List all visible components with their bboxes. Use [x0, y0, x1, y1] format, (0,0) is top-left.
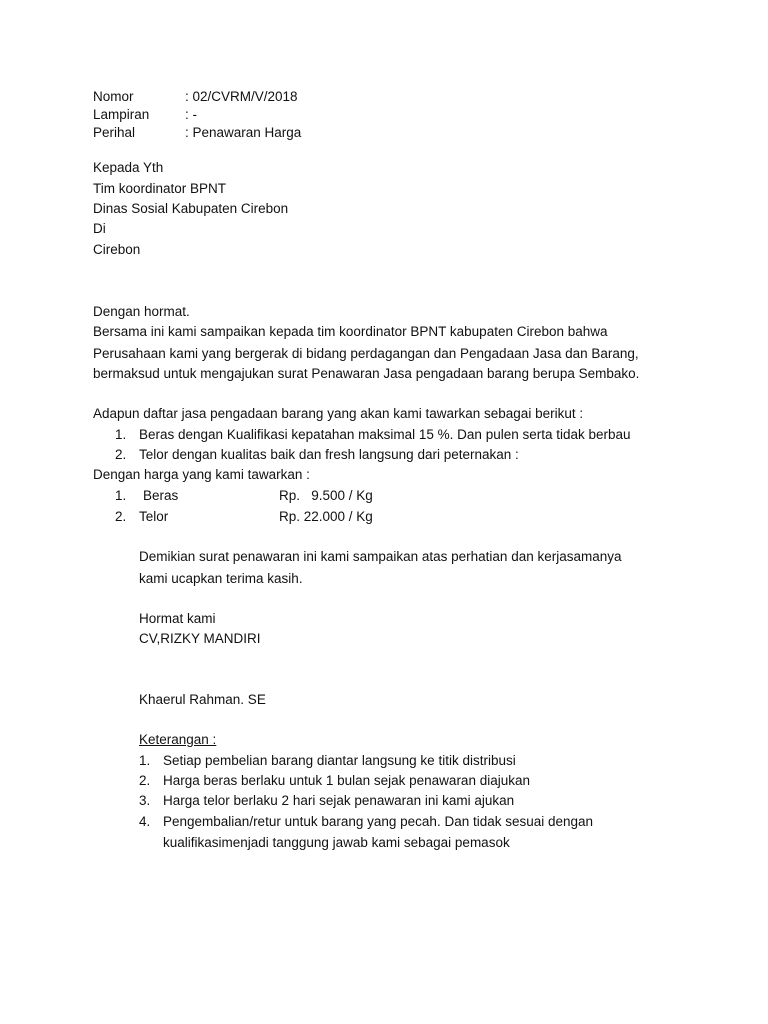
regards: Hormat kami	[139, 611, 216, 626]
recipient-line: Dinas Sosial Kabupaten Cirebon	[93, 201, 289, 216]
offer-item-number: 1.	[115, 427, 127, 442]
greeting: Dengan hormat.	[93, 304, 190, 319]
note-text: kualifikasimenjadi tanggung jawab kami sebagai pemasok	[163, 835, 510, 850]
note-number: 2.	[139, 773, 151, 788]
price-item-name: Beras	[143, 488, 179, 503]
offer-item-text: Beras dengan Kualifikasi kepatahan maksimal 15 %. Dan pulen serta tidak berbau	[139, 427, 631, 442]
note-text: Harga beras berlaku untuk 1 bulan sejak penawaran diajukan	[163, 773, 530, 788]
lampiran-label: Lampiran	[93, 107, 150, 122]
nomor-value: : 02/CVRM/V/2018	[185, 89, 298, 104]
note-text: Setiap pembelian barang diantar langsung ke titik distribusi	[163, 753, 516, 768]
price-item-name: Telor	[139, 509, 169, 524]
recipient-line: Di	[93, 221, 106, 236]
price-intro: Dengan harga yang kami tawarkan :	[93, 467, 310, 482]
paragraph-line: Bersama ini kami sampaikan kepada tim koordinator BPNT kabupaten Cirebon bahwa	[93, 324, 608, 339]
recipient-line: Cirebon	[93, 242, 141, 257]
perihal-value: : Penawaran Harga	[185, 125, 302, 140]
price-item-number: 2.	[115, 509, 127, 524]
note-number: 3.	[139, 793, 151, 808]
recipient-line: Kepada Yth	[93, 160, 164, 175]
offer-item-text: Telor dengan kualitas baik dan fresh langsung dari peternakan :	[139, 447, 519, 462]
note-text: Harga telor berlaku 2 hari sejak penawaran ini kami ajukan	[163, 793, 515, 808]
price-item-number: 1.	[115, 488, 127, 503]
lampiran-value: : -	[185, 107, 197, 122]
signer-name: Khaerul Rahman. SE	[139, 692, 266, 707]
note-number: 4.	[139, 814, 151, 829]
price-item-value: Rp. 9.500 / Kg	[279, 488, 373, 503]
note-text: Pengembalian/retur untuk barang yang pecah. Dan tidak sesuai dengan	[163, 814, 594, 829]
notes-title: Keterangan :	[139, 732, 217, 747]
offer-item-number: 2.	[115, 447, 127, 462]
offer-intro: Adapun daftar jasa pengadaan barang yang akan kami tawarkan sebagai berikut :	[93, 406, 584, 421]
closing-line: kami ucapkan terima kasih.	[139, 571, 303, 586]
closing-line: Demikian surat penawaran ini kami sampaikan atas perhatian dan kerjasamanya	[139, 549, 622, 564]
note-number: 1.	[139, 753, 151, 768]
perihal-label: Perihal	[93, 125, 136, 140]
paragraph-line: Perusahaan kami yang bergerak di bidang perdagangan dan Pengadaan Jasa dan Barang,	[93, 346, 639, 361]
company-name: CV,RIZKY MANDIRI	[139, 631, 261, 646]
recipient-line: Tim koordinator BPNT	[93, 181, 227, 196]
price-item-value: Rp. 22.000 / Kg	[279, 509, 373, 524]
nomor-label: Nomor	[93, 89, 134, 104]
paragraph-line: bermaksud untuk mengajukan surat Penawaran Jasa pengadaan barang berupa Sembako.	[93, 366, 640, 381]
